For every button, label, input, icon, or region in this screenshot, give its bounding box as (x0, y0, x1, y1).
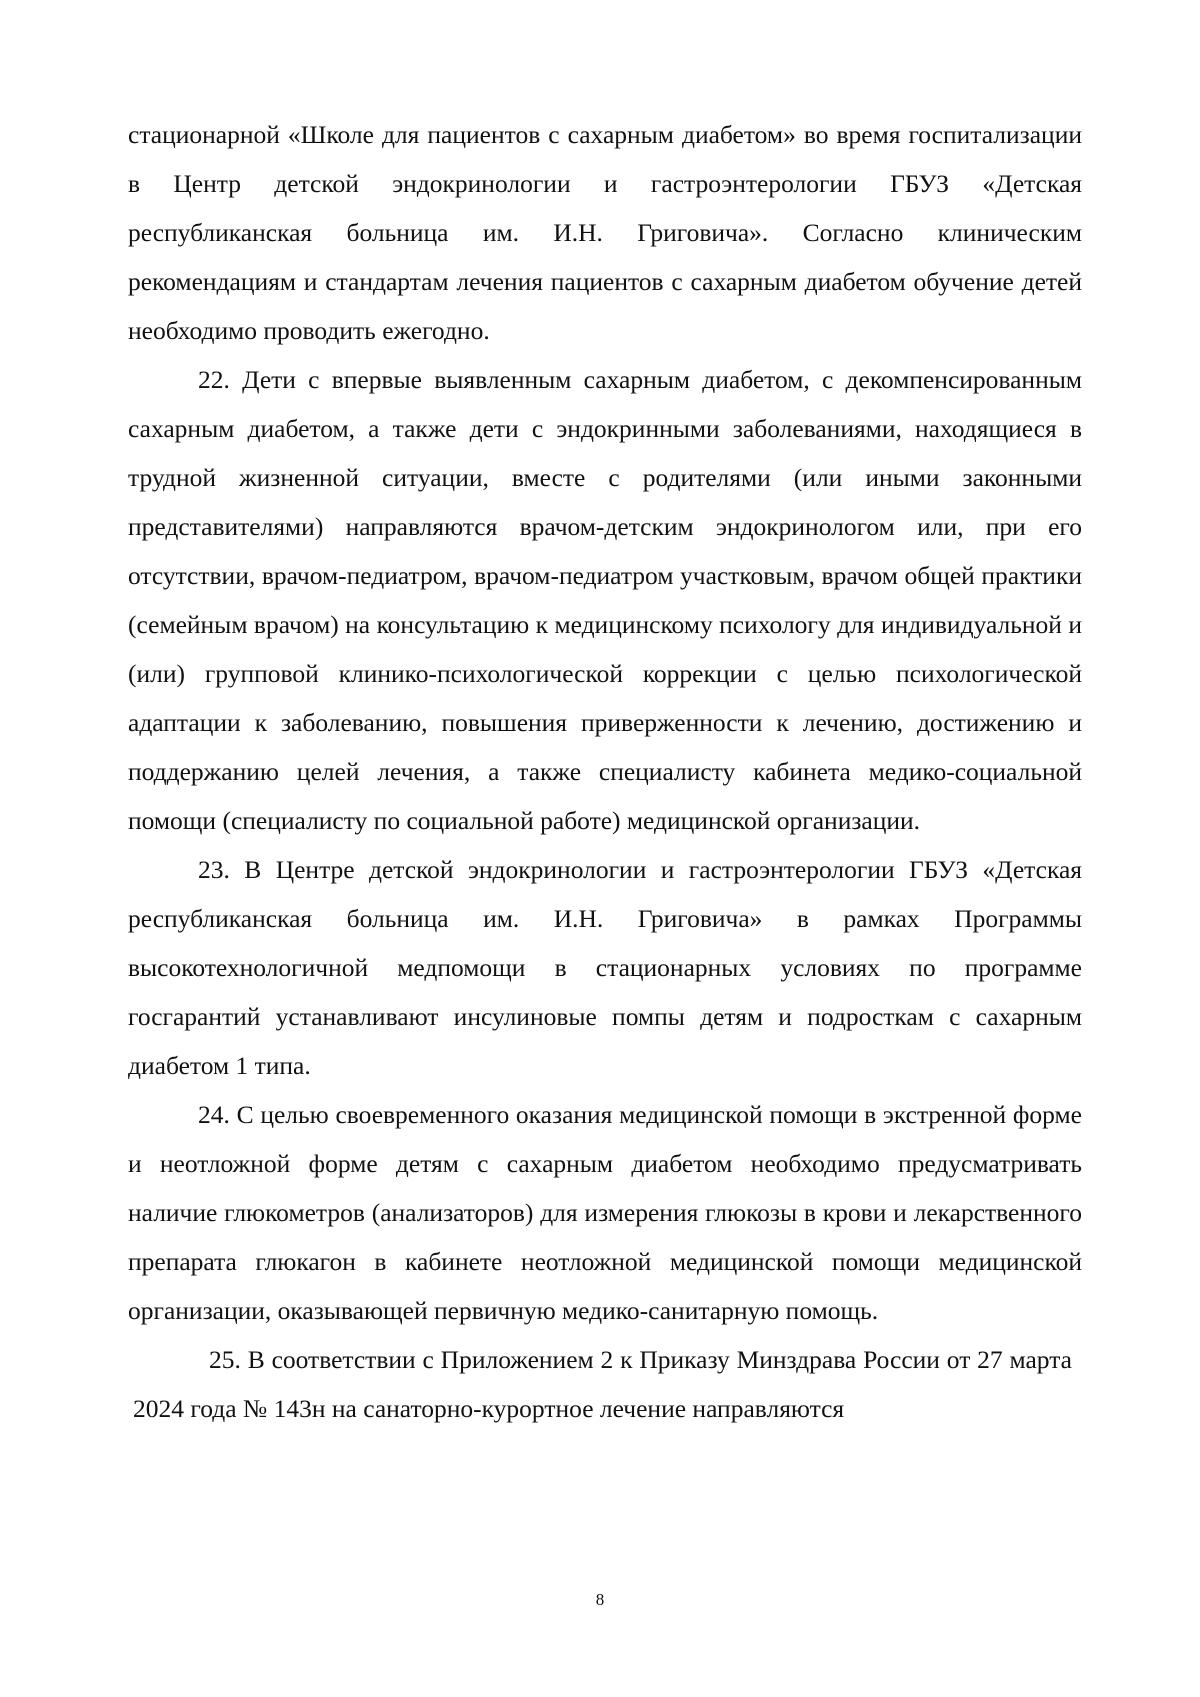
paragraph-item-25: 25. В соответствии с Приложением 2 к Приказу Минздрава России от 27 марта 2024 года № 143н на санаторно-курортное лечение направляются (133, 1345, 1072, 1423)
document-body (128, 110, 1082, 1433)
paragraph-item-24: 24. С целью своевременного оказания медицинской помощи в экстренной форме и неотложной форме детям с сахарным диабетом необходимо предусматривать наличие глюкометров (анализаторов) для измерения глюкозы в крови и лекарственного препарата глюкагон в кабинете неотложной медицинской помощи медицинской организации, оказывающей первичную медико-санитарную помощь. (128, 1100, 1082, 1325)
paragraph-continuation: стационарной «Школе для пациентов с сахарным диабетом» во время госпитализации в Центр детской эндокринологии и гастроэнтерологии ГБУЗ «Детская республиканская больница им. И.Н. Григовича». Согласно клиническим рекомендациям и стандартам лечения пациентов с сахарным диабетом обучение детей необходимо проводить ежегодно. (128, 120, 1082, 345)
page-number: 8 (595, 1590, 605, 1609)
paragraph-item-22: 22. Дети с впервые выявленным сахарным диабетом, с декомпенсированным сахарным диабетом, а также дети с эндокринными заболеваниями, находящиеся в трудной жизненной ситуации, вместе с родителями (или иными законными представителями) направляются врачом-детским эндокринологом или, при его отсутствии, врачом-педиатром, врачом-педиатром участковым, врачом общей практики (семейным врачом) на консультацию к медицинскому психологу для индивидуальной и (или) групповой клинико-психологической коррекции с целью психологической адаптации к заболеванию, повышения приверженности к лечению, достижению и поддержанию целей лечения, а также специалисту кабинета медико-социальной помощи (специалисту по социальной работе) медицинской организации. (128, 365, 1082, 835)
paragraph-item-23: 23. В Центре детской эндокринологии и гастроэнтерологии ГБУЗ «Детская республиканская больница им. И.Н. Григовича» в рамках Программы высокотехнологичной медпомощи в стационарных условиях по программе госгарантий устанавливают инсулиновые помпы детям и подросткам с сахарным диабетом 1 типа. (128, 855, 1082, 1080)
